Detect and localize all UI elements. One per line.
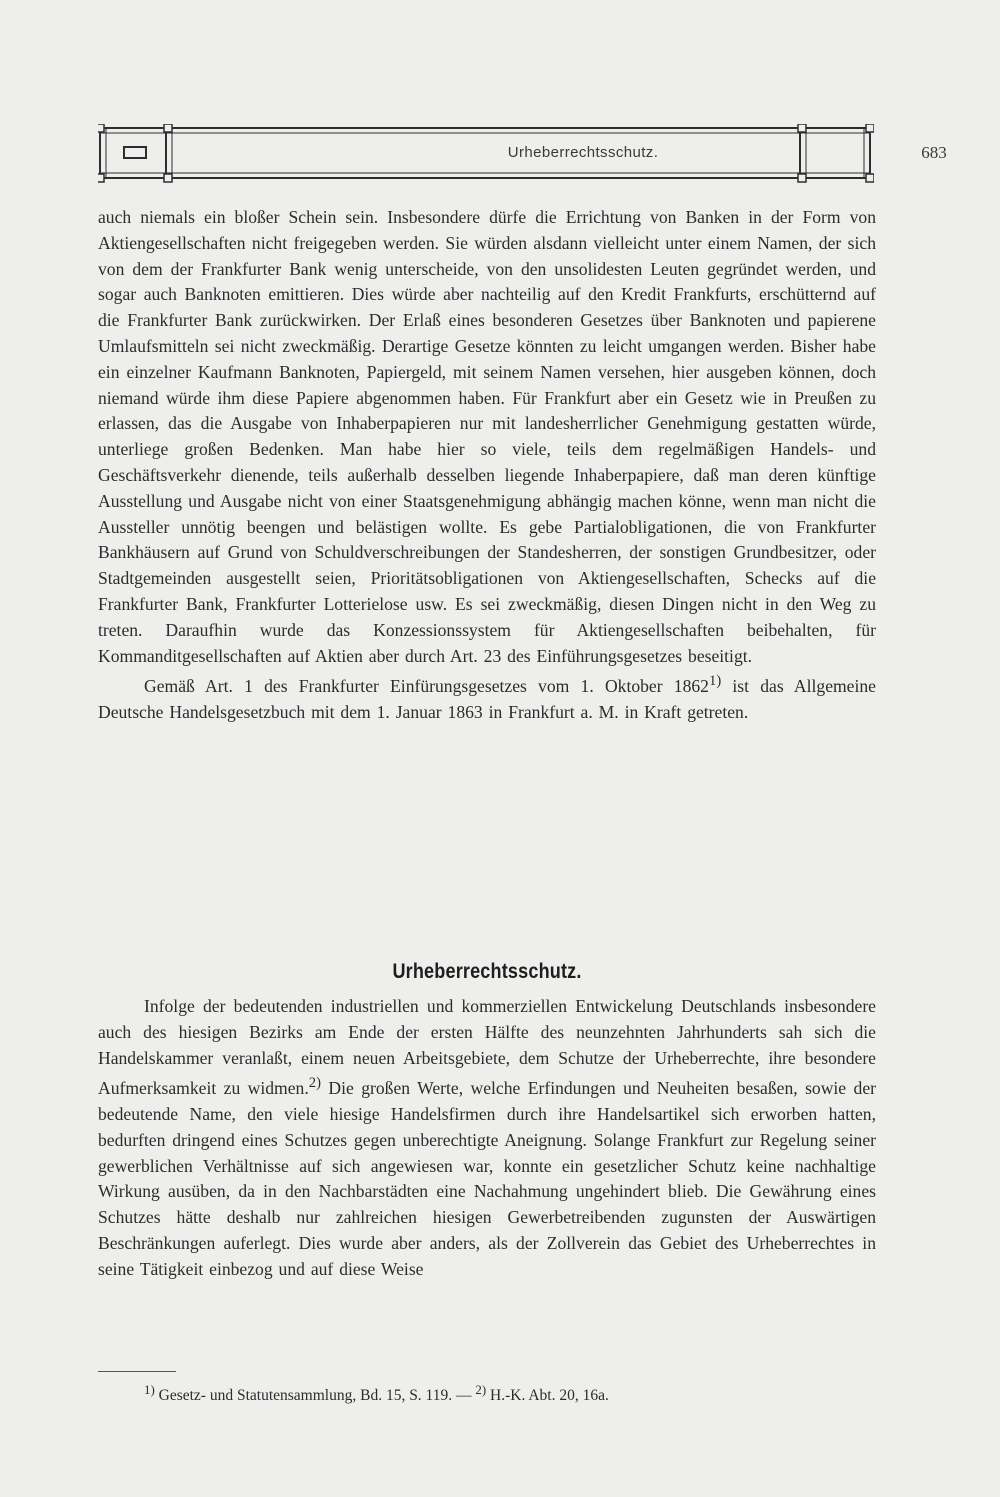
footnote-ref-2: 2)	[308, 1075, 321, 1092]
paragraph-1: auch niemals ein bloßer Schein sein. Insbesondere dürfe die Errichtung von Banken in der Form von Aktiengesellschaften nicht freigegeben werden. Sie würden alsdann vielleicht unter einem Namen, der sich von dem der Frankfurter Bank wenig unterscheide, von den unsolidesten Leuten gegründet werden, und sogar auch Banknoten emittieren. Dies würde aber nachteilig auf den Kredit Frankfurts, erschütternd auf die Frankfurter Bank zurückwirken. Der Erlaß eines besonderen Gesetzes über Banknoten und papierene Umlaufsmitteln sei nicht zweckmäßig. Derartige Gesetze könnten zu leicht umgangen werden. Bisher habe ein einzelner Kaufmann Banknoten, Papiergeld, mit seinem Namen versehen, hier ausgeben können, doch niemand würde ihm diese Papiere abgenommen haben. Für Frankfurt aber ein Gesetz wie in Preußen zu erlassen, das die Ausgabe von Inhaberpapieren nur mit landesherrlicher Genehmigung gestatten würde, unterliege großen Bedenken. Man habe hier so viele, teils dem regelmäßigen Handels- und Geschäftsverkehr dienende, teils außerhalb desselben liegende Inhaberpapiere, daß man deren künftige Ausstellung und Ausgabe nicht von einer Staatsgenehmigung abhängig machen könne, wenn man nicht die Aussteller unnötig beengen und belästigen wollte. Es gebe Partialobligationen, die von Frankfurter Bankhäusern auf Grund von Schuldverschreibungen der Standesherren, der sonstigen Grundbesitzer, oder Stadtgemeinden ausgestellt seien, Prioritätsobligationen von Aktiengesellschaften, Schecks auf die Frankfurter Bank, Frankfurter Lotterielose usw. Es sei zweckmäßig, diesen Dingen nicht in den Weg zu treten. Daraufhin wurde das Konzessionssystem für Aktiengesellschaften beibehalten, für Kommanditgesellschaften auf Aktien aber durch Art. 23 des Einführungsgesetzes beseitigt.	[98, 207, 876, 666]
paragraph-2	[98, 669, 876, 725]
paragraph-3-text: Infolge der bedeutenden industriellen und kommerziellen Entwickelung Deutschlands insbesondere auch des hiesigen Bezirks am Ende der ersten Hälfte des neunzehnten Jahrhunderts sah sich die Handelskammer veranlaßt, einem neuen Arbeitsgebiete, dem Schutze der Urheberrechte, ihre besondere Aufmerksamkeit zu widmen.	[98, 996, 876, 1099]
footnote-ref-1: 1)	[708, 673, 722, 690]
footnote-2-mark: 2)	[475, 1382, 487, 1397]
running-header	[98, 124, 947, 184]
running-title: Urheberrechtsschutz.	[507, 144, 659, 161]
paragraph-3-text-cont: Die großen Werte, welche Erfindungen und Neuheiten besaßen, sowie der bedeutende Name, den viele hiesige Handelsfirmen durch ihre Handelsartikel sich erworben hatten, bedurften dringend eines Schutzes gegen unberechtigte Aneignung. Solange Frankfurt zur Regelung seiner gewerblichen Verhältnisse auf sich angewiesen war, konnte ein gesetzlicher Schutz keine nachhaltige Wirkung ausüben, da in den Nachbarstädten eine Nachahmung ungehindert blieb. Die Gewährung eines Schutzes hätte deshalb nur zahlreichen hiesigen Gewerbetreibenden zugunsten der Auswärtigen Beschränkungen auferlegt. Dies wurde aber anders, als der Zollverein das Gebiet des Urheberrechtes in seine Tätigkeit einbezog und auf diese Weise	[98, 1078, 876, 1279]
body-text-lower	[98, 994, 876, 1283]
paragraph-2-text-cont: ist das Allgemeine Deutsche Handelsgesetzbuch mit dem 1. Januar 1863 in Frankfurt a. M. in Kraft getreten.	[98, 676, 876, 722]
paragraph-3	[98, 994, 876, 1283]
footnote-divider	[98, 1371, 176, 1372]
footnote-1-mark: 1)	[144, 1382, 155, 1397]
paragraph-2-text: Gemäß Art. 1 des Frankfurter Einfürungsgesetzes vom 1. Oktober 1862	[144, 676, 709, 697]
footnote-2-text: H.-K. Abt. 20, 16a.	[486, 1387, 609, 1405]
footnote-1-text: Gesetz- und Statutensammlung, Bd. 15, S. 119. —	[154, 1387, 476, 1405]
section-heading: Urheberrechtsschutz.	[392, 960, 582, 983]
page-number: 683	[921, 143, 947, 162]
footnotes	[98, 1380, 876, 1406]
body-text-upper	[98, 205, 876, 726]
